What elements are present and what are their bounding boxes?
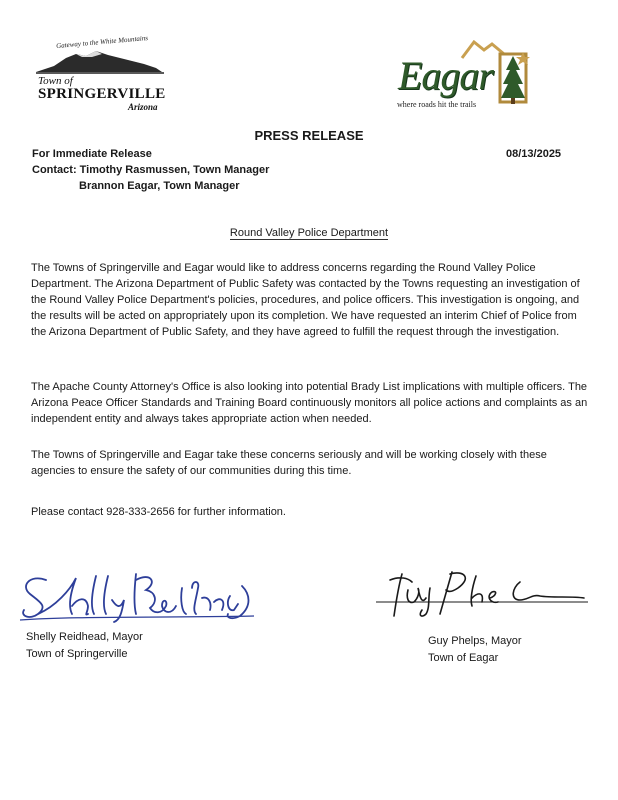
page-title: PRESS RELEASE xyxy=(254,128,364,143)
handwritten-signature-shelly xyxy=(16,566,256,624)
mountain-icon xyxy=(36,46,166,76)
contact-line-2: Brannon Eagar, Town Manager xyxy=(79,180,240,192)
subject-heading xyxy=(0,227,618,239)
springerville-town-of: Town of xyxy=(38,75,73,87)
release-date: 08/13/2025 xyxy=(506,148,562,160)
springerville-state: Arizona xyxy=(128,102,158,112)
paragraph-4: Please contact 928-333-2656 for further information. xyxy=(31,506,286,518)
release-line: For Immediate Release xyxy=(32,148,152,160)
signer-name-guy: Guy Phelps, Mayor xyxy=(428,635,522,647)
handwritten-signature-guy xyxy=(372,568,592,620)
signer-name-shelly: Shelly Reidhead, Mayor xyxy=(26,631,143,643)
signer-town-shelly: Town of Springerville xyxy=(26,648,128,660)
paragraph-3: The Towns of Springerville and Eagar take these concerns seriously and will be working closely with these agencies to ensure the safety of our communities during this time. xyxy=(31,449,547,477)
signature-block-shelly xyxy=(16,566,256,663)
signature-block-guy xyxy=(372,568,592,667)
eagar-tagline: where roads hit the trails xyxy=(397,100,477,109)
springerville-logo xyxy=(30,33,180,113)
contact-line-1: Contact: Timothy Rasmussen, Town Manager xyxy=(32,164,270,176)
eagar-name: Eagar xyxy=(398,53,493,98)
eagar-logo xyxy=(392,40,532,115)
subject-text: Round Valley Police Department xyxy=(229,227,389,239)
signer-town-guy: Town of Eagar xyxy=(428,652,499,664)
springerville-tagline: Gateway to the White Mountains xyxy=(55,33,149,51)
springerville-name: SPRINGERVILLE xyxy=(38,86,166,102)
paragraph-1: The Towns of Springerville and Eagar would like to address concerns regarding the Round Valley Police Department. The Arizona Department of Public Safety was contacted by the Towns requesting an investigation of the Round Valley Police Department's policies, procedures, and police officers. This investigation is ongoing, and the results will be acted on appropriately upon its completion. We have requested an interim Chief of Police from the Arizona Department of Public Safety, and they have agreed to fulfill the request through the investigation. xyxy=(31,262,580,338)
paragraph-2: The Apache County Attorney's Office is also looking into potential Brady List implications with multiple officers. The Arizona Peace Officer Standards and Training Board continuously monitors all police actions and complaints as an independent entity and always takes appropriate action when needed. xyxy=(31,381,588,425)
